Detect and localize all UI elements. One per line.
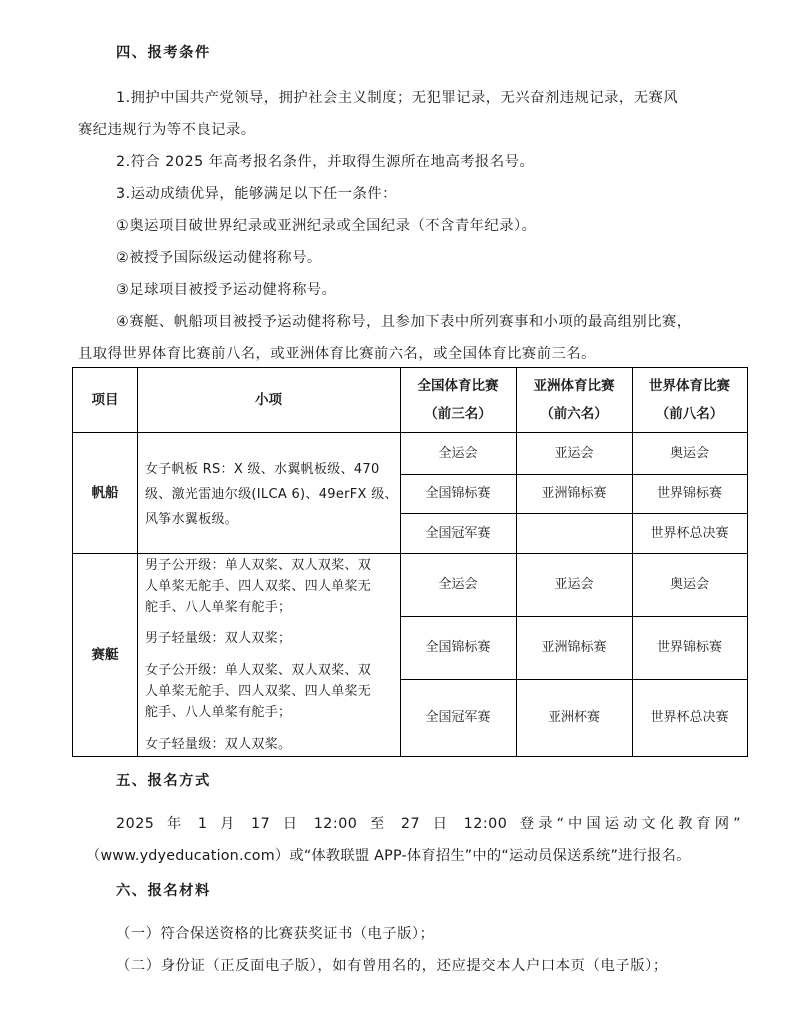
cond-3-item-3: ③足球项目被授予运动健将称号。 xyxy=(116,282,337,298)
header-national-label: 全国体育比赛 xyxy=(417,377,499,394)
section-4-title: 四、报考条件 xyxy=(116,45,211,61)
registration-line-2: （www.ydyeducation.com）或“体教联盟 APP-体育招生”中的“运动员保送系统”进行报名。 xyxy=(86,848,691,864)
cond-3-item-2: ②被授予国际级运动健将称号。 xyxy=(116,250,322,266)
header-sub-event: 小项 xyxy=(255,391,282,408)
cond-2: 2.符合 2025 年高考报名条件，并取得生源所在地高考报名号。 xyxy=(116,154,535,170)
sailing-asia-2: 亚洲锦标赛 xyxy=(541,486,607,502)
rowing-world-1: 奥运会 xyxy=(669,577,709,593)
rowing-asia-2: 亚洲锦标赛 xyxy=(541,640,607,656)
rowing-sub-line-8: 女子轻量级：双人双桨。 xyxy=(145,737,292,752)
header-asia-note: （前六名） xyxy=(540,406,608,422)
cond-3-item-4-line-2: 且取得世界体育比赛前八名，或亚洲体育比赛前六名，或全国体育比赛前三名。 xyxy=(78,346,596,362)
cond-3-item-1: ①奥运项目破世界纪录或亚洲纪录或全国纪录（不含青年纪录）。 xyxy=(116,218,537,234)
materials-item-2: （二）身份证（正反面电子版），如有曾用名的，还应提交本人户口本页（电子版）； xyxy=(116,958,668,974)
sailing-label: 帆船 xyxy=(91,484,119,501)
rowing-world-3: 世界杯总决赛 xyxy=(650,710,729,726)
sailing-world-3: 世界杯总决赛 xyxy=(650,525,729,541)
rowing-label: 赛艇 xyxy=(91,646,119,663)
sailing-asia-3 xyxy=(516,514,632,553)
header-national-note: （前三名） xyxy=(424,406,492,422)
rowing-world-2: 世界锦标赛 xyxy=(656,640,722,656)
sailing-sub-line-2: 级、激光雷迪尔级(ILCA 6)、49erFX 级、 xyxy=(145,487,398,502)
rowing-sub-line-1: 男子公开级：单人双桨、双人双桨、双 xyxy=(145,558,372,573)
rowing-sub-line-7: 舵手、八人单桨有舵手； xyxy=(145,705,292,720)
sailing-sub-line-3: 风筝水翼板级。 xyxy=(145,512,239,527)
sailing-national-3: 全国冠军赛 xyxy=(425,525,491,541)
rowing-national-1: 全运会 xyxy=(438,577,478,593)
header-world-label: 世界体育比赛 xyxy=(649,377,730,394)
header-asia xyxy=(516,368,632,432)
rowing-national-3: 全国冠军赛 xyxy=(425,710,491,726)
section-6-title: 六、报名材料 xyxy=(116,883,211,899)
rowing-sub-line-6: 人单桨无舵手、四人双桨、四人单桨无 xyxy=(145,684,372,699)
rowing-national-2: 全国锦标赛 xyxy=(425,640,491,656)
header-item: 项目 xyxy=(91,391,119,408)
cond-3: 3.运动成绩优异，能够满足以下任一条件： xyxy=(116,186,397,202)
registration-line-1: 2025 年 1 月 17 日 12:00 至 27 日 12:00 登录“中国运动文化教育网” xyxy=(116,816,741,832)
sailing-world-2: 世界锦标赛 xyxy=(656,486,722,502)
sailing-national-2: 全国锦标赛 xyxy=(425,486,491,502)
rowing-sub-line-2: 人单桨无舵手、四人双桨、四人单桨无 xyxy=(145,579,372,594)
rowing-sub-line-3: 舵手、八人单桨有舵手； xyxy=(145,600,292,615)
section-5-title: 五、报名方式 xyxy=(116,773,211,789)
header-asia-label: 亚洲体育比赛 xyxy=(533,377,615,394)
cond-1-line-2: 赛纪违规行为等不良记录。 xyxy=(78,122,256,138)
sailing-asia-1: 亚运会 xyxy=(554,445,594,461)
sailing-world-1: 奥运会 xyxy=(669,445,709,461)
rowing-asia-3: 亚洲杯赛 xyxy=(547,710,600,726)
header-world-note: （前八名） xyxy=(655,406,724,422)
header-national xyxy=(400,368,516,432)
eligibility-table xyxy=(72,367,748,757)
rowing-sub-line-4: 男子轻量级：双人双桨； xyxy=(145,631,292,646)
header-world xyxy=(632,368,747,432)
sailing-national-1: 全运会 xyxy=(438,445,478,461)
materials-item-1: （一）符合保送资格的比赛获奖证书（电子版）； xyxy=(116,926,435,942)
sailing-sub-line-1: 女子帆板 RS：X 级、水翼帆板级、470 xyxy=(145,462,380,477)
cond-3-item-4-line-1: ④赛艇、帆船项目被授予运动健将称号，且参加下表中所列赛事和小项的最高组别比赛， xyxy=(116,314,692,330)
rowing-asia-1: 亚运会 xyxy=(554,577,594,593)
cond-1-line-1: 1.拥护中国共产党领导，拥护社会主义制度；无犯罪记录，无兴奋剂违规记录，无赛风 xyxy=(116,90,679,106)
rowing-sub-line-5: 女子公开级：单人双桨、双人双桨、双 xyxy=(145,663,372,678)
